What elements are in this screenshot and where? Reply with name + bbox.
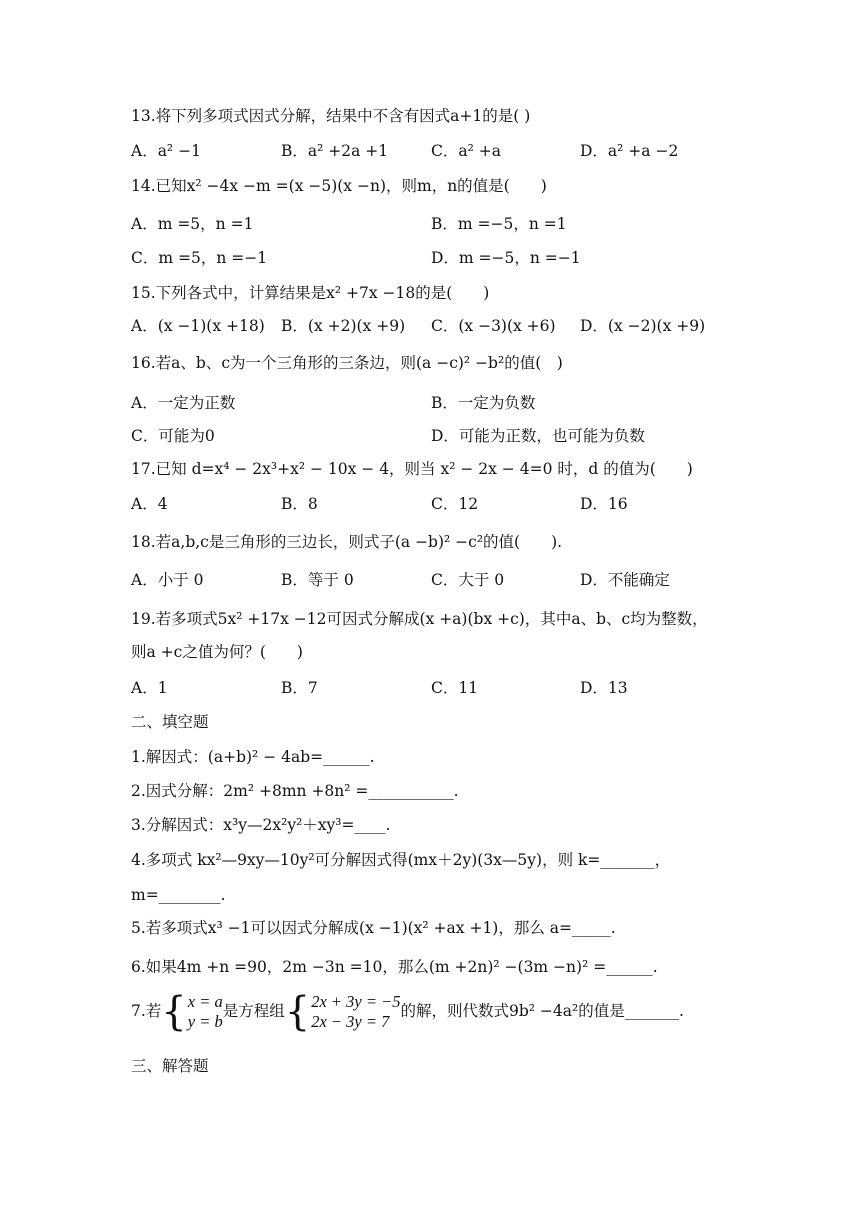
q18-option-b: B．等于 0 [281,571,354,589]
q15-option-c: C．(x −3)(x +6) [431,317,556,335]
q17-option-c: C．12 [431,495,479,513]
q13-option-a: A．a² −1 [131,142,201,160]
question-13-stem: 13.将下列多项式因式分解，结果中不含有因式a+1的是( ) [131,107,531,125]
fill-question-6: 6.如果4m +n =90，2m −3n =10，那么(m +2n)² −(3m −n)² =______. [131,958,658,976]
section-heading-fill-in: 二、填空题 [131,713,209,731]
question-16-stem: 16.若a、b、c为一个三角形的三条边，则(a −c)² −b²的值( ) [131,354,563,372]
q15-option-a: A．(x −1)(x +18) [131,317,265,335]
q7-prefix: 7.若 [131,1002,162,1020]
q18-option-d: D．不能确定 [580,571,670,589]
q7-equation-system [284,989,401,1035]
q7-system2-row2: 2x − 3y = 7 [311,1012,390,1031]
question-15-stem: 15.下列各式中，计算结果是x² +7x −18的是( ) [131,284,490,302]
q14-option-b: B．m =−5，n =1 [431,215,567,233]
fill-question-7 [131,989,684,1035]
fill-question-3: 3.分解因式：x³y—2x²y²＋xy³=____. [131,816,391,834]
q18-option-a: A．小于 0 [131,571,204,589]
q7-solution-system [161,989,223,1035]
q17-option-d: D．16 [580,495,628,513]
q13-option-b: B．a² +2a +1 [281,142,389,160]
q19-option-b: B．7 [281,679,318,697]
q14-option-c: C．m =5，n =−1 [131,249,268,267]
q7-system2-row1: 2x + 3y = −5 [311,992,401,1011]
q15-option-b: B．(x +2)(x +9) [281,317,406,335]
question-17-stem: 17.已知 d=x⁴ − 2x³+x² − 10x − 4，则当 x² − 2x − 4=0 时，d 的值为( ) [131,460,693,478]
q17-option-b: B．8 [281,495,318,513]
q18-option-c: C．大于 0 [431,571,505,589]
q7-suffix: 的解，则代数式9b² −4a²的值是_______. [400,1002,684,1020]
q17-option-a: A．4 [131,495,168,513]
fill-question-2: 2.因式分解：2m² +8mn +8n² =___________. [131,782,459,800]
q16-option-a: A．一定为正数 [131,394,236,412]
section-heading-answer: 三、解答题 [131,1057,209,1075]
question-19-stem-line2: 则a +c之值为何？( ) [131,643,303,661]
fill-question-5: 5.若多项式x³ −1可以因式分解成(x −1)(x² +ax +1)，那么 a=_____. [131,919,616,937]
q15-option-d: D．(x −2)(x +9) [580,317,706,335]
q14-option-d: D．m =−5，n =−1 [431,249,581,267]
left-brace-icon: { [284,989,311,1035]
q7-system1-row2: y = b [187,1012,223,1031]
question-14-stem: 14.已知x² −4x −m =(x −5)(x −n)，则m，n的值是( ) [131,177,547,195]
left-brace-icon: { [161,989,187,1035]
question-18-stem: 18.若a,b,c是三角形的三边长，则式子(a −b)² −c²的值( ). [131,533,563,551]
fill-question-4-line2: m=________. [131,886,226,904]
q7-middle: 是方程组 [222,1002,285,1020]
q13-option-c: C．a² +a [431,142,501,160]
q19-option-d: D．13 [580,679,628,697]
q16-option-d: D．可能为正数，也可能为负数 [431,427,645,445]
q19-option-c: C．11 [431,679,479,697]
fill-question-4-line1: 4.多项式 kx²—9xy—10y²可分解因式得(mx＋2y)(3x—5y)，则 k=_______， [131,851,671,869]
q14-option-a: A．m =5，n =1 [131,215,254,233]
q19-option-a: A．1 [131,679,168,697]
q16-option-c: C．可能为0 [131,427,215,445]
q7-system1-row1: x = a [187,992,223,1011]
question-19-stem-line1: 19.若多项式5x² +17x −12可因式分解成(x +a)(bx +c)，其中a、b、c均为整数， [131,610,708,628]
q13-option-d: D．a² +a −2 [580,142,679,160]
fill-question-1: 1.解因式：(a+b)² − 4ab=______. [131,748,375,766]
q16-option-b: B．一定为负数 [431,394,536,412]
